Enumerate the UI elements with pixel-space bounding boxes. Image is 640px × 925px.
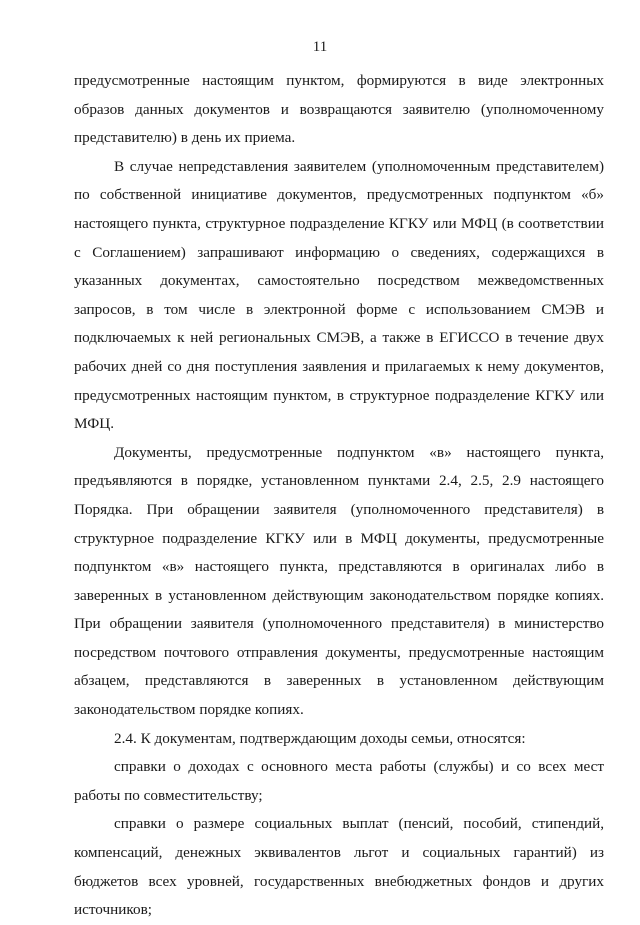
paragraph-continuation: предусмотренные настоящим пунктом, формируются в виде электронных образов данных документов и возвращаются заявителю (уполномоченному представителю) в день их приема. — [74, 72, 604, 147]
paragraph-request-info: В случае непредставления заявителем (уполномоченным представителем) по собственной инициативе документов, предусмотренных подпунктом «б» настоящего пункта, структурное подразделение КГКУ или МФЦ (в соответствии с Соглашением) запрашивают информацию о сведениях, содержащихся в указанных документах, самостоятельно посредством межведомственных запросов, в том числе в электронной форме с использованием СМЭВ и подключаемых к ней региональных СМЭВ, а также в ЕГИССО в течение двух рабочих дней со дня поступления заявления и прилагаемых к нему документов, предусмотренных настоящим пунктом, в структурное подразделение КГКУ или МФЦ. — [74, 157, 604, 433]
list-item-social-payments: справки о размере социальных выплат (пенсий, пособий, стипендий, компенсаций, денежных эквивалентов льгот и социальных гарантий) из бюджетов всех уровней, государственных внебюджетных фондов и других источников; — [74, 815, 604, 919]
paragraph-documents-submission: Документы, предусмотренные подпунктом «в» настоящего пункта, предъявляются в порядке, установленном пунктами 2.4, 2.5, 2.9 настоящего Порядка. При обращении заявителя (уполномоченного представителя) в структурное подразделение КГКУ или в МФЦ документы, предусмотренные подпунктом «в» настоящего пункта, представляются в оригиналах либо в заверенных в установленном действующим законодательством порядке копиях. При обращении заявителя (уполномоченного представителя) в министерство посредством почтового отправления документы, предусмотренные настоящим абзацем, представляются в заверенных в установленном действующим законодательством порядке копиях. — [74, 443, 604, 719]
paragraph-section-2-4: 2.4. К документам, подтверждающим доходы семьи, относятся: — [114, 729, 526, 747]
list-item-income-certificates: справки о доходах с основного места работы (службы) и со всех мест работы по совместительству; — [74, 758, 604, 804]
document-body — [74, 67, 604, 925]
page-number: 11 — [312, 39, 328, 55]
